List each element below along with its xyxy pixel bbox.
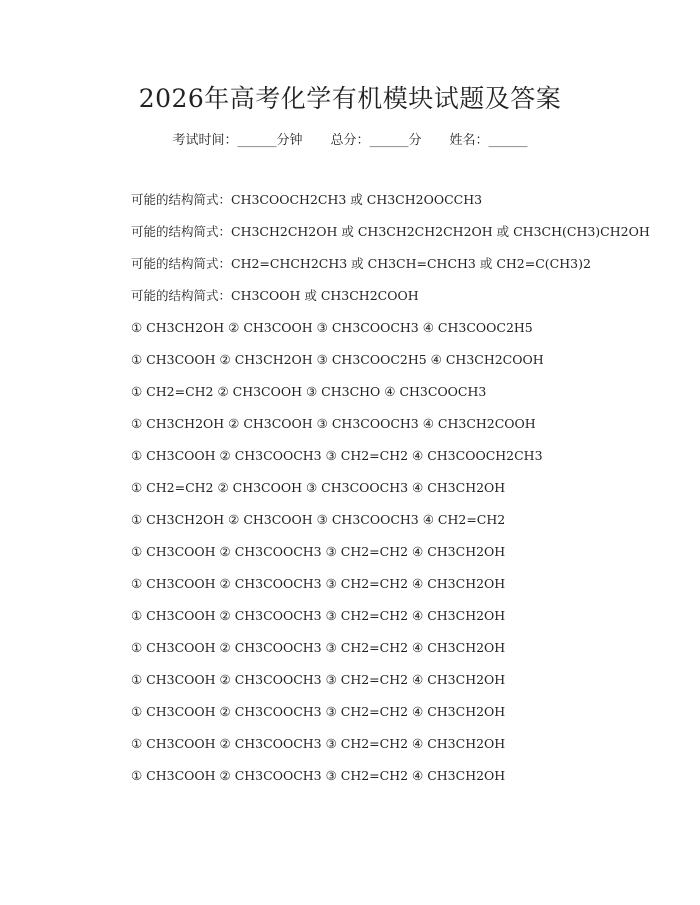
answer-line: ① CH2=CH2 ② CH3COOH ③ CH3COOCH3 ④ CH3CH2OH: [131, 480, 506, 495]
answer-line: ① CH3CH2OH ② CH3COOH ③ CH3COOCH3 ④ CH2=CH2: [131, 512, 506, 527]
answer-line: ① CH3COOH ② CH3COOCH3 ③ CH2=CH2 ④ CH3CH2OH: [131, 768, 506, 783]
page-title: 2026年高考化学有机模块试题及答案: [138, 84, 562, 113]
answer-line: ① CH3COOH ② CH3CH2OH ③ CH3COOC2H5 ④ CH3CH2COOH: [131, 352, 544, 367]
exam-time-field: 考试时间：______分钟: [172, 133, 303, 148]
total-score-field: 总分：______分: [330, 133, 422, 148]
student-name-field: 姓名：______: [449, 133, 528, 148]
answer-line: 可能的结构简式：CH3CH2CH2OH 或 CH3CH2CH2CH2OH 或 CH3CH(CH3)CH2OH: [131, 224, 650, 239]
answer-line: 可能的结构简式：CH2=CHCH2CH3 或 CH3CH=CHCH3 或 CH2=C(CH3)2: [131, 256, 591, 271]
answer-line: ① CH3COOH ② CH3COOCH3 ③ CH2=CH2 ④ CH3CH2OH: [131, 576, 506, 591]
answer-line: ① CH2=CH2 ② CH3COOH ③ CH3CHO ④ CH3COOCH3: [131, 384, 487, 399]
answer-line: 可能的结构简式：CH3COOH 或 CH3CH2COOH: [131, 288, 419, 303]
answer-line: ① CH3COOH ② CH3COOCH3 ③ CH2=CH2 ④ CH3CH2OH: [131, 736, 506, 751]
answer-line: ① CH3COOH ② CH3COOCH3 ③ CH2=CH2 ④ CH3CH2OH: [131, 608, 506, 623]
answer-line: 可能的结构简式：CH3COOCH2CH3 或 CH3CH2OOCCH3: [131, 192, 483, 207]
answer-line: ① CH3COOH ② CH3COOCH3 ③ CH2=CH2 ④ CH3CH2OH: [131, 544, 506, 559]
answer-line: ① CH3COOH ② CH3COOCH3 ③ CH2=CH2 ④ CH3CH2OH: [131, 704, 506, 719]
answer-line: ① CH3COOH ② CH3COOCH3 ③ CH2=CH2 ④ CH3CH2OH: [131, 672, 506, 687]
exam-info-line: [0, 131, 700, 151]
answer-line: ① CH3COOH ② CH3COOCH3 ③ CH2=CH2 ④ CH3CH2OH: [131, 640, 506, 655]
answer-line: ① CH3COOH ② CH3COOCH3 ③ CH2=CH2 ④ CH3COOCH2CH3: [131, 448, 543, 463]
answer-list: [131, 188, 660, 796]
answer-line: ① CH3CH2OH ② CH3COOH ③ CH3COOCH3 ④ CH3COOC2H5: [131, 320, 533, 335]
answer-line: ① CH3CH2OH ② CH3COOH ③ CH3COOCH3 ④ CH3CH2COOH: [131, 416, 536, 431]
